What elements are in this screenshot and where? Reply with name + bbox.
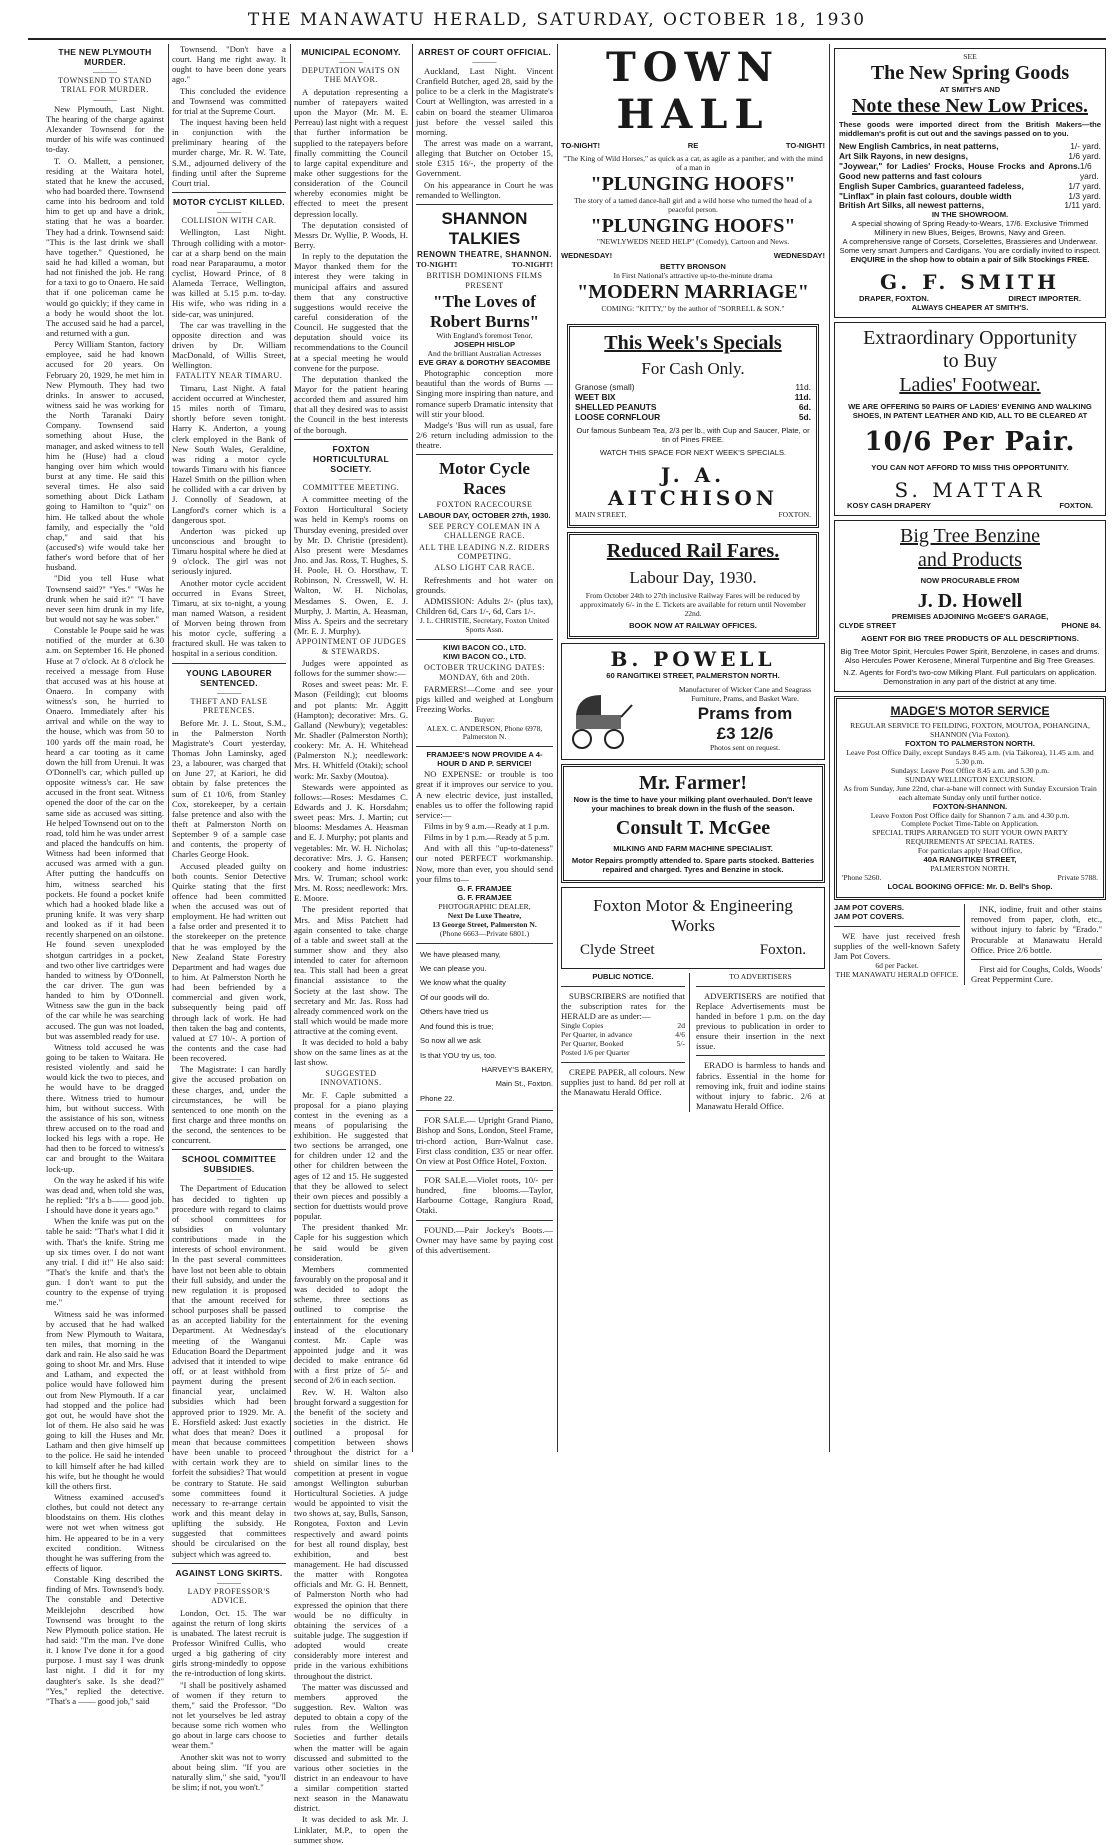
farmer-ad bbox=[561, 764, 825, 883]
madge-office: 40A RANGITIKEI STREET, bbox=[923, 855, 1017, 865]
howell-procurable: NOW PROCURABLE FROM bbox=[920, 575, 1020, 585]
specials-town: FOXTON. bbox=[778, 510, 811, 519]
framjee-text: Films in by 9 a.m.—Ready at 1 p.m. bbox=[424, 821, 550, 832]
smith-showroom: IN THE SHOWROOM. bbox=[931, 210, 1009, 220]
article-paragraph: Judges were appointed as follows for the summer show:— bbox=[294, 658, 408, 679]
smith-item: Art Silk Rayons, in new designs, bbox=[839, 150, 968, 161]
tonight-label: TO-NIGHT! bbox=[785, 141, 825, 151]
specials-item: Granose (small) bbox=[575, 382, 635, 393]
smith-at: AT SMITH'S AND bbox=[939, 84, 1001, 94]
smith-draper: DRAPER, FOXTON. bbox=[859, 293, 929, 303]
jam-title: JAM POT COVERS. bbox=[834, 912, 905, 922]
powell-name: B. POWELL bbox=[610, 647, 776, 672]
crepe-ad: CREPE PAPER, all colours. New supplies just to hand. 8d per roll at the Manawatu Herald Office. bbox=[561, 1066, 685, 1098]
framjee-dealer: PHOTOGRAPHIC DEALER, bbox=[438, 901, 531, 911]
farmer-repairs: Motor Repairs promptly attended to. Spare parts stocked. Batteries repaired and charged. Tyres and Benzine in stock. bbox=[571, 856, 815, 874]
film-with: With England's foremost Tenor, bbox=[436, 331, 533, 341]
smith-price: 1/7 yard. bbox=[1068, 180, 1101, 191]
rail-book: BOOK NOW AT RAILWAY OFFICES. bbox=[629, 621, 757, 631]
smith-showing: A special showing of Spring Ready-to-Wears, 17/6. Exclusive Trimmed Millinery in new Blues, Beiges, Browns, Navy and Green. bbox=[851, 219, 1089, 238]
jam-office: THE MANAWATU HERALD OFFICE. bbox=[835, 970, 959, 980]
article-paragraph: Anderton was picked up unconscious and brought to Timaru hospital where he died at 9 o'clock. The girl was not seriously injured. bbox=[172, 525, 286, 577]
article-paragraph: Townsend. "Don't have a court. Hang me right away. It ought to have been done years ago." bbox=[172, 44, 286, 85]
framjee-name: G. F. FRAMJEE bbox=[457, 883, 512, 893]
smith-price: 1/6 yard. bbox=[1079, 160, 1099, 181]
framjee-phone: (Phone 6663—Private 6801.) bbox=[439, 928, 530, 938]
article-paragraph: The president thanked Mr. Caple for his suggestion which he said would be given consideration. bbox=[294, 1222, 408, 1263]
smith-item: "Linflax" in plain fast colours, double width bbox=[839, 190, 1012, 201]
article-paragraph: The inquest having been held in conjunction with the preliminary hearing of the murder charge, Mr. R. W. Tate, S.M., adjourned delivery of the finding until after the Supreme Court trial. bbox=[172, 116, 286, 188]
howell-motor: Big Tree Motor Spirit, Hercules Power Spirit, Benzolene, in cases and drums. Also Hercules Power Kerosene, Mineral Turpentine and Big Tree Greases. bbox=[840, 647, 1100, 665]
masthead: THE MANAWATU HERALD, SATURDAY, OCTOBER 18, 1930 bbox=[247, 10, 867, 30]
wednesday-label: WEDNESDAY! bbox=[773, 251, 825, 261]
farmer-consult: Consult T. McGee bbox=[615, 817, 771, 840]
article-paragraph: London, Oct. 15. The war against the return of long skirts is unabated. The latest recruit is Professor Winifred Cullis, who urged a big gathering of city girls strong-mindedly to oppose the re-introduction of long skirts. bbox=[172, 1607, 286, 1679]
madge-city: PALMERSTON NORTH. bbox=[930, 864, 1010, 874]
article-paragraph: This concluded the evidence and Townsend was committed for trial at the Supreme Court. bbox=[172, 85, 286, 116]
madge-phone: Private 5788. bbox=[1057, 873, 1098, 883]
howell-nz: N.Z. Agents for Ford's two-cow Milking Plant. Full particulars on application. Demonstration in any part of the district at any time. bbox=[843, 667, 1097, 686]
powell-ad bbox=[561, 643, 825, 760]
races-riders: ALL THE LEADING N.Z. RIDERS COMPETING. bbox=[419, 542, 550, 562]
framjee-name: G. F. FRAMJEE bbox=[457, 892, 512, 902]
wednesday-label: WEDNESDAY! bbox=[561, 251, 613, 261]
smith-see: SEE bbox=[963, 52, 977, 61]
framjee-text: NO EXPENSE: or trouble is too great if it improves our service to you. A new electric device, just installed, enables us to offer the following rapid service:— bbox=[416, 769, 553, 820]
article-paragraph: The deputation thanked the Mayor for the patient hearing accorded them and assured him that all they desired was to assist the Council in the best interests of the borough. bbox=[294, 373, 408, 435]
madge-special: SPECIAL TRIPS ARRANGED TO SUIT YOUR OWN PARTY REQUIREMENTS AT SPECIAL RATES. bbox=[872, 828, 1068, 847]
column-rule bbox=[290, 44, 291, 1452]
specials-price: 6d. bbox=[798, 402, 811, 413]
jam-ad bbox=[834, 904, 965, 985]
specials-name: J. A. AITCHISON bbox=[607, 462, 779, 511]
framjee-addr: 13 George Street, Palmerston N. bbox=[432, 919, 537, 929]
article-paragraph: It was decided to ask Mr. J. Linklater, M.P., to open the summer show. bbox=[294, 1814, 408, 1845]
framjee-title: FRAMJEE'S NOW PROVIDE A 4-HOUR D AND P. SERVICE! bbox=[426, 750, 543, 769]
ink-colds: First aid for Coughs, Colds, Woods' Great Peppermint Cure. bbox=[971, 963, 1102, 984]
article-paragraph: Another skit was not to worry about being slim. "If you are naturally slim," she said, "you'll be slim; if not, you won't." bbox=[172, 1751, 286, 1792]
film-desc: The story of a tamed dance-hall girl and a wild horse who turned the head of a peaceful person. bbox=[574, 195, 812, 214]
article-paragraph: The car was travelling in the opposite direction and was driven by Dr. William MacDonald, of Willis Street, Wellington. bbox=[172, 319, 286, 371]
howell-name: J. D. Howell bbox=[917, 589, 1023, 612]
article-paragraph: The Department of Education has decided to tighten up procedure with regard to claims of school committees for subsidies on voluntary contributions made in the interests of school environment. In the past several committees have lost not been able to obtain their full subsidy, and under the new regulation it is proposed that the amount received for school purposes shall be passed as an accepted liability for the Department. At Wednesday's meeting of the Wanganui Education Board the Department advised that it intended to wipe off, or at least withhold from payment during the present financial year, unclaimed subsidies which had been approved prior to 1929. Mr. A. E. Horsfield asked: Just exactly what does that mean? Does it mean that because committees have been unable to proceed with certain work they are to forfeit the subsidies? That would be contrary to Statute. He said some committees found it necessary to re-arrange certain work and this meant delay in uplifting the subsidy. He suggested that committees should be circularised on the subject which was agreed to. bbox=[172, 1183, 286, 1559]
howell-ad bbox=[834, 520, 1106, 691]
advertisers-notice bbox=[696, 973, 825, 1113]
article-title: MUNICIPAL ECONOMY. bbox=[301, 47, 401, 57]
rate-label: Per Quarter, Booked bbox=[561, 1038, 624, 1048]
smith-ad bbox=[834, 48, 1106, 318]
article-paragraph: The deputation consisted of Messrs Dr. Wyllie, P. Woods, H. Berry. bbox=[294, 219, 408, 250]
film-and: And the brilliant Australian Actresses bbox=[427, 349, 542, 359]
madge-apply: For particulars apply Head Office, bbox=[917, 846, 1023, 856]
rate-label: Single Copies bbox=[561, 1021, 604, 1031]
works-title: Foxton Motor & Engineering Works bbox=[593, 895, 793, 935]
mattar-title: Ladies' Footwear. bbox=[899, 373, 1041, 396]
notice-intro: SUBSCRIBERS are notified that the subscription rates for the HERALD are as under:— bbox=[561, 990, 685, 1021]
madge-phone: 'Phone 5260. bbox=[842, 873, 882, 883]
races-venue: FOXTON RACECOURSE bbox=[436, 500, 533, 510]
article-paragraph: A committee meeting of the Foxton Horticultural Society was held in Kemp's rooms on Thursday evening, presided over by Mr. D. Christie (president). Also present were Mesdames Jno. and Jas. Ross, T. Hughes, S. H. Poole, H. O. Horsthaw, T. Robinson, N. Cresswell, W. H. Walton, W. H. Nicholas, Mesdames S. Owen, E. J. Murphy, J. Martin, A. Heasman, Miss A. Speirs and the secretary (Mr. E. J. Murphy). bbox=[294, 494, 408, 636]
article-subtitle: APPOINTMENT OF JUDGES & STEWARDS. bbox=[295, 637, 407, 656]
re-label: RE bbox=[687, 141, 699, 151]
mattar-town: FOXTON. bbox=[1059, 501, 1093, 511]
article-paragraph: Wellington, Last Night. Through colliding with a motor-car at a sharp bend on the main road near Paraparaumu, a motor cyclist, Howard Prince, of 8 Alameda Terrace, Wellington, was killed at 5.15 p.m. to-day. His wife, who was riding in a side-car, was uninjured. bbox=[172, 227, 286, 319]
ink-text: INK, iodine, fruit and other stains removed from paper, cloth, etc., without injury to fabric by "Erado." Procurable at Manawatu Herald Office. Price 2/6 bottle. bbox=[971, 904, 1102, 955]
talkies-venue: RENOWN THEATRE, SHANNON. bbox=[417, 249, 552, 259]
notice-title: PUBLIC NOTICE. bbox=[592, 971, 654, 981]
film-presenter: BRITISH DOMINIONS FILMS PRESENT bbox=[426, 271, 543, 290]
article-paragraph: Auckland, Last Night. Vincent Cranfield Butcher, aged 28, said by the police to be a clerk in the Magistrate's Court at Wellington, was arrested in a cabin on board the steamer Ulimaroa just before the vessel sailed this morning. bbox=[416, 66, 553, 137]
mattar-title: Extraordinary Opportunity bbox=[863, 326, 1077, 349]
smith-price: 1/3 yard. bbox=[1068, 190, 1101, 201]
rate-label: Per Quarter, in advance bbox=[561, 1030, 633, 1040]
article-paragraph: On the way he asked if his wife was dead and, when told she was, he replied: "It's a b—— good job. I should have done it years ago." bbox=[46, 1174, 164, 1216]
rail-ad bbox=[567, 532, 819, 639]
column-rule bbox=[412, 44, 413, 1452]
works-street: Clyde Street bbox=[580, 942, 655, 958]
madge-ad bbox=[834, 696, 1106, 900]
article-paragraph: Accused pleaded guilty on both counts. Senior Detective Quirke stating that the first offence had been committed when the accused was out of employment. He had written out a false order and presented it to the storekeeper on the pretence that he was employed by the New Zealand State Forestry Department and had wages due to him. At Palmerston North he had been befriended by a commercial and given work, subsequently being paid off through lack of work. He had then taken the bag and contents, valued at £7 10/-. A portion of the contents and the case had been recovered. bbox=[172, 860, 286, 1064]
farmer-intro: Now is the time to have your milking plant overhauled. Don't leave your machines to break down in the flush of the season. bbox=[573, 794, 813, 813]
howell-street: CLYDE STREET bbox=[839, 621, 897, 631]
howell-title: Big Tree Benzine bbox=[900, 525, 1040, 548]
smith-item: English Super Cambrics, guaranteed fadeless, bbox=[839, 180, 1024, 191]
erado-ad: ERADO is harmless to hands and fabrics. Essential in the home for removing ink, fruit and iodine stains without injury to fabric. 2/6 at Manawatu Herald Office. bbox=[696, 1060, 825, 1112]
rail-title: Reduced Rail Fares. bbox=[606, 539, 780, 562]
madge-route: FOXTON TO PALMERSTON NORTH. bbox=[905, 738, 1035, 748]
powell-photos: Photos sent on request. bbox=[709, 743, 781, 753]
film-title: "PLUNGING HOOFS" bbox=[590, 214, 796, 237]
smith-title: The New Spring Goods bbox=[870, 61, 1070, 84]
mattar-offer: WE ARE OFFERING 50 PAIRS OF LADIES' EVENING AND WALKING SHOES, IN PATENT LEATHER AND KID, ALL TO BE CLEARED AT bbox=[848, 402, 1092, 421]
races-admission: ADMISSION: Adults 2/- (plus tax), Children 6d, Cars 1/-, 6d, Cars 1/-. bbox=[416, 596, 553, 617]
article-paragraph: "I shall be positively ashamed of women if they return to them," said the Professor. "Do not let yourselves be led astray because some rich women who go about in large cars choose to wear them." bbox=[172, 1679, 286, 1751]
smith-price: 1/- yard. bbox=[1070, 141, 1101, 151]
film-coming: COMING: "KITTY," by the author of "SORRELL & SON." bbox=[601, 303, 785, 313]
classified-sale: FOR SALE.— Upright Grand Piano, Bishop and Sons, London, Steel Frame, tri-chord action, Burr-Walnut case. First class condition, £35 or near offer. On view at Post Office Hotel, Foxton. bbox=[416, 1115, 553, 1166]
article-subtitle: LADY PROFESSOR'S ADVICE. bbox=[187, 1586, 271, 1606]
film-star: JOSEPH HISLOP bbox=[453, 340, 516, 350]
bakery-ad: We have pleased many, We can please you. We know what the quality Of our goods will do. Others have tried us And found this is true; So now all we ask Is that YOU try us, too. HARVEY'S BAKERY, Main St., Foxton. Phone 22. bbox=[420, 949, 553, 1103]
powell-maker: Manufacturer of Wicker Cane and Seagrass Furniture, Prams, and Basket Ware. bbox=[678, 685, 812, 704]
article-paragraph: Members commented favourably on the proposal and it was decided to adopt the scheme, three sections as outlined to comprise the entertainment for the evening instead of the elocutionary contest. Mr. Caple was appointed judge and it was decided to make entrance 6d with a first prize of 5/- and second of 2/6 in each section. bbox=[294, 1263, 408, 1386]
article-paragraph: The president reported that Mrs. and Miss Patchett had again consented to take charge of a table and sweet stall at the summer show and they also intended to cater for afternoon tea. This stall had been a great financial assistance to the Society at the last show. The secretary and Mr. Jas. Ross had already commenced work on the stall which would be made more attractive at the coming event. bbox=[294, 904, 408, 1037]
howell-premises: PREMISES ADJOINING McGEE'S GARAGE, bbox=[891, 612, 1049, 622]
rate-price: 5/- bbox=[676, 1038, 685, 1048]
powell-addr: 60 RANGITIKEI STREET, PALMERSTON NORTH. bbox=[606, 671, 780, 680]
specials-street: MAIN STREET, bbox=[575, 510, 627, 519]
article-paragraph: It was decided to hold a baby show on the same lines as at the last show. bbox=[294, 1037, 408, 1068]
article-paragraph: On his appearance in Court he was remanded to Wellington. bbox=[416, 179, 553, 200]
framjee-addr: Next De Luxe Theatre, bbox=[447, 910, 522, 920]
article-paragraph: T. O. Mallett, a pensioner, residing at the Waitara hotel, stated that he knew the accused, who had boarded there. Townsend came into his bedroom and told him to get up and have a drink, stating that he was a boarder. They had a drink. Townsend said: "This is the last drink we shall have together." Questioned, he said he had killed a woman, but had not finished the job. He rang for a taxi to go to Onaero. He said that if one policeman came he would go quickly; if they came in a body he would shoot the lot. The accused said he had a parcel, and returned with a gun. bbox=[46, 155, 164, 338]
races-date: LABOUR DAY, OCTOBER 27th, 1930. bbox=[418, 510, 551, 520]
races-title: Motor Cycle Races bbox=[439, 459, 530, 499]
jam-title: JAM POT COVERS. bbox=[834, 903, 905, 913]
mattar-cosy: KOSY CASH DRAPERY bbox=[847, 501, 931, 511]
town-hall-title: TOWN HALL bbox=[605, 44, 781, 139]
rate-price: 4/6 bbox=[675, 1030, 685, 1040]
smith-note: Note these New Low Prices. bbox=[851, 94, 1089, 117]
kiwi-farmers: FARMERS!—Come and see your pigs killed and weighed at Longburn Freezing Works. bbox=[416, 684, 553, 715]
column-rule bbox=[829, 44, 830, 1452]
rate-posted: Posted 1/6 per Quarter bbox=[561, 1047, 630, 1057]
article-paragraph: In reply to the deputation the Mayor thanked them for the interest they were taking in municipal affairs and assured them that any constructive suggestions would receive the careful consideration of the Council. He suggested that the deputation should voice its recommendations to the Council at a special meeting he would convene for the purpose. bbox=[294, 251, 408, 373]
madge-title: MADGE'S MOTOR SERVICE bbox=[890, 703, 1050, 718]
rail-subtitle: Labour Day, 1930. bbox=[629, 567, 757, 587]
farmer-spec: MILKING AND FARM MACHINE SPECIALIST. bbox=[613, 844, 773, 854]
talkies-title: SHANNON TALKIES bbox=[441, 208, 528, 248]
kiwi-title: KIWI BACON CO., LTD. bbox=[443, 652, 526, 662]
howell-title: and Products bbox=[918, 549, 1022, 572]
article-paragraph: New Plymouth, Last Night. The hearing of the charge against Alexander Townsend for the murder of his wife was continued to-day. bbox=[46, 103, 164, 155]
framjee-text: Films in by 1 p.m.—Ready at 5 p.m. bbox=[424, 832, 550, 843]
article-title: YOUNG LABOURER SENTENCED. bbox=[186, 667, 272, 688]
tonight-label: TO-NIGHT! bbox=[511, 260, 553, 270]
article-paragraph: Constable King described the finding of Mrs. Townsend's body. The constable and Detective Meiklejohn described how Townsend was brought to the New Plymouth police station. He had said: "I'm the man. I've done it. I know I've done it for a good purpose. I must say I was drunk last night. I did it for my daughter's sake. Is she dead?" "Yes," replied the detective. "That's a —— good job," said bbox=[46, 1574, 164, 1706]
film-extras: "NEWLYWEDS NEED HELP" (Comedy), Cartoon and News. bbox=[596, 237, 790, 247]
races-refresh: Refreshments and hot water on grounds. bbox=[416, 574, 553, 596]
bus-notice: Madge's 'Bus will run as usual, fare 2/6 return including admission to the theatre. bbox=[416, 419, 553, 451]
classified-found: FOUND.—Pair Jockey's Boots.— Owner may have same by paying cost of this advertisement. bbox=[416, 1224, 553, 1255]
specials-price: 5d. bbox=[798, 412, 811, 423]
madge-leave: Leave Foxton Post Office daily for Shannon 7 a.m. and 4.30 p.m. bbox=[870, 810, 1070, 820]
article-paragraph: Roses and sweet peas: Mr. F. Mason (Feilding); cut blooms and pot plants: Mr. Aggitt (Hampton); decorative: Mrs. G. Galland (Newbury); vegetables: Mr. Shadler (Palmerston North); cookery: Mr. A. H. Whitehead (Palmerston N.); needlework: Mrs. H. Whitfeld (Otaki); school work: Mr. Saxby (Moutoa). bbox=[294, 679, 408, 781]
public-notice bbox=[561, 973, 690, 1113]
article-title: ARREST OF COURT OFFICIAL. bbox=[417, 47, 552, 57]
article-subtitle: THEFT AND FALSE PRETENCES. bbox=[190, 696, 268, 716]
article-paragraph: Witness told accused he was going to be taken to Waitara. He resisted violently and said he would kick the two to pieces, and he would have to be dragged there. Witness tried to humour him, but without success. With the assistance of his son, witness threw accused on to the road and locked his legs with a rope. He had then to be forced to witness's car and brought to the Waitara lock-up. bbox=[46, 1041, 164, 1174]
specials-offer: Our famous Sunbeam Tea, 2/3 per lb., with Cup and Saucer, Plate, or tin of Pines FREE. bbox=[576, 425, 810, 444]
film-costars: EVE GRAY & DOROTHY SEACOMBE bbox=[418, 358, 551, 368]
mattar-title: to Buy bbox=[943, 350, 997, 373]
ink-ad bbox=[971, 904, 1102, 985]
madge-timetable: Complete Pocket Time-Table on Application. bbox=[901, 819, 1039, 829]
races-secretary: J. L. CHRISTIE, Secretary, Foxton United Sports Assn. bbox=[419, 616, 550, 635]
article-title: FOXTON HORTICULTURAL SOCIETY. bbox=[313, 443, 389, 474]
framjee-text: And with all this "up-to-dateness" our noted PERFECT workmanship. Now, more than ever, you should send your films to— bbox=[416, 843, 553, 884]
film-title: "MODERN MARRIAGE" bbox=[577, 281, 809, 304]
specials-watch: WATCH THIS SPACE FOR NEXT WEEK'S SPECIALS. bbox=[599, 447, 787, 457]
specials-title: This Week's Specials bbox=[604, 331, 782, 354]
column-1: THE NEW PLYMOUTH MURDER. ——— TOWNSEND TO STAND TRIAL FOR MURDER. ——— New Plymouth, Last Night. The hearing of the charge against Alexander Townsend for the murder of his wife was continued to-day. T. O. Mallett, a pensioner, residing at the Waitara hotel, stated that he knew the accused, who had boarded there. Townsend came into his bedroom and told him to get up and have a drink, stating that he was a boarder. They had a drink. Townsend said: "This is the last drink we shall have together." Questioned, he said he had killed a woman, but had not finished the job. He rang for a taxi to go to Onaero. He said that if one policeman came he would go quickly; if they came in a body he would shoot the lot. The accused said he had a parcel, and returned with a gun. Percy William Stanton, factory employee, said he had known accused for 20 years. On February 20, 1929, he met him in New Plymouth. They had two drinks. In answer to accused, witness said he was working for the North Taranaki Dairy Company. Townsend said something about Huse, the manager, and asked witness to tell him he (Huse) had a cloud hanging over him which would burst at any time. He said this several times. He also said something about Dick Latham going to Hamilton to "quiz" on him. He talked about the whole family, and especially the "old chap," and said that his (accused's) wife would take her father's word before that of her husband. "Did you tell Huse what Townsend said?" "Yes." "Was he drunk when he said it?" "I have never seen him drunk in my life, but would not say he was sober." Constable le Poupe said he was notified of the murder at 6.30 a.m. on September 16. He phoned Huse at 7 o'clock. At 8 o'clock he received a message from Huse that accused was at his house at Onaero. In company with witness's son, he hurried to Onaero. Immediately after his arrival and while on the way to the house, which was from 50 to 100 yards off the main road, he heard a car tooting as it came down the hill from Urenui. It was O'Donnell's car, which pulled up opposite witness's car. He saw accused in the front seat. Witness opened the door of the car on the same side as accused was sitting. He helped Townsend out on to the road, told him he was under arrest and placed the handcuffs on him. Witness had been informed that accused was armed with a gun. After putting the handcuffs on him, witness searched his pockets. He found a pocket knife which had a hooked blade like a pruning knife. It was very sharp and looked as if it had been recently sharpened on an oilstone. He found seven unexploded shotgun cartridges in a pocket, and two other live cartridges were handed to witness by O'Donnell, the car driver. The gun was handed to him by O'Donnell. Witness saw the gun in the back of the car while he was searching accused. The gun was not loaded, but was assembled ready for use. Witness told accused he was going to be taken to Waitara. He resisted violently and said he would kick the two to pieces, and he would have to be dragged there. Witness tried to humour him, but without success. With the assistance of his son, witness threw accused on to the road and locked his legs with a rope. He had then to be forced to witness's car and brought to the Waitara lock-up. On the way he asked if his wife was dead and, when told she was, he replied: "It's a b—— good job. I should have done it years ago." When the knife was put on the table he said: "That's what I did it with. That's the knife. String me up six times over. I do not want any trial. I did it!" He also said: "That's the knife and that's the gun. I don't want to put the country to the expense of trying me." Witness said he was informed by accused that he had walked from New Plymouth to Waitara, ten miles, that morning in the dark and rain. He also said he was going to shoot Mr. and Mrs. Huse and Latham, and expected the police would have followed him out from New Plymouth. If a car had stopped and the police had got out, he would have shot the lot of them. He also said he was going to kill the Huses and Mr. Latham and then give himself up to the police. He said he intended to kill himself after he had killed his wife, but he thought he would kill the others first. Witness examined accused's clothes, but could not detect any bloodstains on them. His clothes were not wet when witness got him. He appeared to be in a very excited condition. Witness thought he was suffering from the effects of liquor. Constable King described the finding of Mrs. Townsend's body. The constable and Detective Meiklejohn described how Townsend was brought to the New Plymouth police station. He had said: "I'm the man. I've done it. I know I've done it for a good purpose. I must say I was drunk last night. I did it for my daughter's sake. Is she dead?" "Yes," replied the detective. "That's a —— good job," said bbox=[46, 47, 164, 1706]
smith-enquire: ENQUIRE in the shop how to obtain a pair of Silk Stockings FREE. bbox=[850, 255, 1090, 265]
article-paragraph: The arrest was made on a warrant, alleging that Butcher on October 15, stole £315 16/-, the property of the Government. bbox=[416, 138, 553, 179]
mattar-price: 10/6 Per Pair. bbox=[864, 427, 1076, 458]
article-paragraph: Rev. W. H. Walton also brought forward a suggestion for the benefit of the society and societies in the district. He outlined a proposal for competition between shows throughout the district for a shield on similar lines to the competition at present in vogue amongst Wellington suburban Horticultural Societies. A judge would be appointed to visit the two shows at, say, Bulls, Sanson, Rongotea, Foxton and Levin respectively and award points for best all round display, best exhibition, and best management. He had discussed the matter with Rongotea officials and Mr. G. H. Bennett, of Palmerston North who had expressed the opinion that there would be no difficulty in obtaining the services of a suitable judge. The suggestion if adopted would create considerably more interest and pride in the various exhibitions throughout the district. bbox=[294, 1386, 408, 1681]
article-paragraph: Before Mr. J. L. Stout, S.M., in the Palmerston North Magistrate's Court yesterday, Thomas John Laminsky, aged 23, a labourer, was charged that on June 27, at Kariori, he did obtain by false pretences the sum of £1 10/6, from Stanley Cox, storekeeper, by a certain false pretence and also with the theft at Palmerston North on September 9 of a sample case and contents, the property of Charles George Hook. bbox=[172, 717, 286, 860]
specials-item: SHELLED PEANUTS bbox=[575, 402, 657, 413]
kiwi-dates: OCTOBER TRUCKING DATES: MONDAY, 6th and 20th. bbox=[424, 663, 545, 682]
article-paragraph: "Did you tell Huse what Townsend said?" "Yes." "Was he drunk when he said it?" "I have never seen him drunk in my life, but would not say he was sober." bbox=[46, 573, 164, 624]
madge-sundays: Sundays: Leave Post Office 8.45 a.m. and 5.30 p.m. bbox=[890, 765, 1050, 775]
film-desc: "The King of Wild Horses," as quick as a cat, as agile as a panther, and with the mind of a man in bbox=[563, 154, 823, 173]
specials-subtitle: For Cash Only. bbox=[641, 359, 745, 379]
article-paragraph: Witness said he was informed by accused that he had walked from New Plymouth to Waitara, ten miles, that morning in the dark and rain. He also said he was going to shoot Mr. and Mrs. Huse and Latham, and expected the police would have followed him out from New Plymouth. If a car had stopped and the police had got out, he would have shot the lot of them. He also said he was going to kill the Huses and Mr. Latham and then give himself up to the police. He said he intended to kill himself after he had killed his wife, but he thought he would kill the others first. bbox=[46, 1308, 164, 1491]
smith-intro: These goods were imported direct from the British Makers—the middleman's profit is cut out and the savings passed on to you. bbox=[839, 120, 1101, 139]
specials-ad bbox=[567, 324, 819, 528]
smith-item: New English Cambrics, in neat patterns, bbox=[839, 141, 999, 151]
madge-excursion: SUNDAY WELLINGTON EXCURSION. bbox=[905, 774, 1035, 784]
madge-local: LOCAL BOOKING OFFICE: Mr. D. Bell's Shop. bbox=[887, 882, 1053, 892]
powell-prams: Prams from bbox=[697, 704, 793, 724]
column-rule bbox=[557, 44, 558, 1452]
smith-cheaper: ALWAYS CHEAPER AT SMITH'S. bbox=[911, 302, 1029, 312]
article-subtitle: FATALITY NEAR TIMARU. bbox=[175, 371, 283, 381]
article-subtitle: COMMITTEE MEETING. bbox=[302, 482, 400, 492]
kiwi-buyer-label: Buyer: bbox=[474, 714, 495, 724]
article-paragraph: Mr. F. Caple submitted a proposal for a piano playing contest in the evening as a means of popularising the exhibition. He suggested that two sections be arranged, one for children under 12 and the other for children between the ages of 12 and 15. He suggested that they be allowed to select their own pieces and possibly a section for duettists would prove popular. bbox=[294, 1089, 408, 1222]
pram-illustration bbox=[566, 685, 636, 755]
specials-price: 11d. bbox=[795, 382, 811, 393]
article-paragraph: Another motor cycle accident occurred in Evans Street, Timaru, at six to-night, a young man named Watson, a resident of Morven being thrown from his motor cycle, suffering a fractured skull. He was taken to hospital in a serious condition. bbox=[172, 577, 286, 659]
article-title: MOTOR CYCLIST KILLED. bbox=[173, 196, 285, 207]
specials-item: LOOSE CORNFLOUR bbox=[575, 412, 661, 423]
article-subtitle: SUGGESTED INNOVATIONS. bbox=[320, 1068, 382, 1088]
specials-item: WEET BIX bbox=[575, 392, 616, 403]
column-5 bbox=[561, 44, 825, 1452]
farmer-title: Mr. Farmer! bbox=[638, 771, 748, 794]
rail-desc: From October 24th to 27th inclusive Railway Fares will be reduced by approximately 6/- in the £. Tickets are available for return until November 22nd. bbox=[580, 590, 806, 618]
jam-price: 6d per Packet. bbox=[875, 961, 919, 971]
article-paragraph: A deputation representing a number of ratepayers waited upon the Mayor (Mr. M. E. Perreau) last night with a request that further information be supplied to the ratepayers before finally committing the Council to large capital expenditure and make other suggestions for the consideration of the Council whereby economies might be effected to meet the present depression locally. bbox=[294, 86, 408, 219]
article-paragraph: When the knife was put on the table he said: "That's what I did it with. That's the knife. String me up six times over. I do not want any trial. I did it!" He also said: "That's the knife and that's the gun. I don't want to put the country to the expense of trying me." bbox=[46, 1216, 164, 1308]
article-paragraph: Timaru, Last Night. A fatal accident occurred at Winchester, 15 miles north of Timaru, shortly before seven tonight. Harry K. Anderton, a young clerk employed in the Bank of New South Wales, Geraldine, was riding a motor cycle towards Timaru with his fiancee Hazel Smith on the pillion when he collided with a car driven by J. Connolly of Seadown, at Langford's corner which is a dangerous spot. bbox=[172, 382, 286, 525]
column-6 bbox=[834, 44, 1106, 1452]
tonight-label: TO-NIGHT! bbox=[416, 260, 458, 270]
article-paragraph: Percy William Stanton, factory employee, said he had known accused for 20 years. On February 20, 1929, he met him in New Plymouth. They had two drinks. In answer to accused, witness said he was working for the North Taranaki Dairy Company. Townsend said something about Huse, the manager, and asked witness to tell him he (Huse) had a cloud hanging over him which would burst at any time. He said this several times. He also said something about Dick Latham going to Hamilton to "quiz" on him. He talked about the whole family, and especially the "old chap," and said that his (accused's) wife would take her father's word before that of her husband. bbox=[46, 339, 164, 573]
kiwi-buyer: ALEX. C. ANDERSON, Phone 6978, Palmerston N. bbox=[426, 723, 543, 742]
article-paragraph: Stewards were appointed as follows:—Roses: Mesdames C. Edwards and J. K. Horsdahm; sweet peas: Mrs. J. Martin; cut blooms: Mesdames A. Heasman and E. J. Murphy; pot plants and vegetables: Mr. W. H. Nicholas; decorative: Mrs. J. G. Hansen; cookery and home industries: Mrs. W. Truman; school work: Mrs. M. Ross; needlework: Mrs. E. Moore. bbox=[294, 781, 408, 904]
powell-price: £3 12/6 bbox=[716, 724, 774, 744]
rate-price: 2d bbox=[677, 1021, 685, 1031]
smith-name: G. F. SMITH bbox=[879, 270, 1061, 295]
smith-item: "Joywear," for Ladies' Frocks, House Frocks and Aprons. Good new patterns and fast colours bbox=[839, 160, 1080, 181]
jam-text: WE have just received fresh supplies of the well-known Safety Jam Pot Covers. bbox=[834, 931, 960, 962]
article-paragraph: The Magistrate: I can hardly give the accused probation on these charges, and, under the circumstances, he will be sentenced to one month on the first charge and three months on the second, the sentences to be concurrent. bbox=[172, 1064, 286, 1146]
works-town: Foxton. bbox=[759, 942, 806, 958]
mattar-name: S. MATTAR bbox=[894, 477, 1046, 502]
article-title: AGAINST LONG SKIRTS. bbox=[175, 1567, 283, 1578]
races-light: ALSO LIGHT CAR RACE. bbox=[434, 563, 535, 573]
masthead-rule bbox=[28, 38, 1106, 40]
smith-jumpers: Some very smart Jumpers and Cardigans. You are cordially invited to inspect. bbox=[839, 246, 1101, 256]
specials-price: 11d. bbox=[794, 392, 811, 403]
film-title: "PLUNGING HOOFS" bbox=[590, 173, 796, 196]
smith-importer: DIRECT IMPORTER. bbox=[1008, 293, 1081, 303]
tonight-label: TO-NIGHT! bbox=[561, 141, 601, 151]
advertisers-text: ADVERTISERS are notified that Replace Advertisements must be handed in before 1 p.m. on the day previous to publication in order to ensure their insertion in the next issue. bbox=[696, 990, 825, 1052]
howell-phone: PHONE 84. bbox=[1061, 621, 1101, 631]
article-paragraph: The matter was discussed and members approved the suggestion. Rev. Walton was deputed to obtain a copy of the rules from the Wellington Societies and further details when the matter will be again discussed and submitted to the various other societies in the district in an endeavour to have a similar competition started next season in the Manawatu district. bbox=[294, 1681, 408, 1814]
article-subtitle: COLLISION WITH CAR. bbox=[181, 215, 277, 225]
column-4: ARREST OF COURT OFFICIAL. ——— Auckland, Last Night. Vincent Cranfield Butcher, aged 28, said by the police to be a clerk in the Magistrate's Court at Wellington, was arrested in a cabin on board the steamer Ulimaroa just before the vessel sailed this morning. The arrest was made on a warrant, alleging that Butcher on October 15, stole £315 16/-, the property of the Government. On his appearance in Court he was remanded to Wellington. SHANNON TALKIES RENOWN THEATRE, SHANNON. TO-NIGHT! TO-NIGHT! BRITISH DOMINIONS FILMS PRESENT "The Loves of Robert Burns" With England's foremost Tenor, JOSEPH HISLOP And the brilliant Australian Actresses EVE GRAY & DOROTHY SEACOMBE Photographic conception more beautiful than the words of Burns —Singing more inspiring than nature, and romance superb Dramatic intensity that will stir your blood. Madge's 'Bus will run as usual, fare 2/6 return including admission to the theatre. Motor Cycle Races FOXTON RACECOURSE LABOUR DAY, OCTOBER 27th, 1930. SEE PERCY COLEMAN IN A CHALLENGE RACE. ALL THE LEADING N.Z. RIDERS COMPETING. ALSO LIGHT CAR RACE. Refreshments and hot water on grounds. ADMISSION: Adults 2/- (plus tax), Children 6d, Cars 1/-, 6d, Cars 1/-. J. L. CHRISTIE, Secretary, Foxton United Sports Assn. KIWI BACON CO., LTD. KIWI BACON CO., LTD. OCTOBER TRUCKING DATES: MONDAY, 6th and 20th. FARMERS!—Come and see your pigs killed and weighed at Longburn Freezing Works. Buyer: ALEX. C. ANDERSON, Phone 6978, Palmerston N. FRAMJEE'S NOW PROVIDE A 4-HOUR D AND P. SERVICE! NO EXPENSE: or trouble is too great if it improves our service to you. A new electric device, just installed, enables us to offer the following rapid service:— Films in by 9 a.m.—Ready at 1 p.m. Films in by 1 p.m.—Ready at 5 p.m. And with all this "up-to-dateness" our noted PERFECT workmanship. Now, more than ever, you should send your films to— G. F. FRAMJEE G. F. FRAMJEE PHOTOGRAPHIC DEALER, Next De Luxe Theatre, 13 George Street, Palmerston N. (Phone 6663—Private 6801.) We have pleased many, We can please you. We know what the quality Of our goods will do. Others have tried us And found this is true; So now all we ask Is that YOU try us, too. HARVEY'S BAKERY, Main St., Foxton. Phone 22. FOR SALE.— Upright Grand Piano, Bishop and Sons, London, Steel Frame, tri-chord action, Burr-Walnut case. First class condition, £35 or near offer. On view at Post Office Hotel, Foxton. FOR SALE.—Violet roots, 10/- per hundred, fine blooms.—Taylor, Harbourne Cottage, Rangiura Road, Otaki. FOUND.—Pair Jockey's Boots.— Owner may have same by paying cost of this advertisement. bbox=[416, 47, 553, 1255]
madge-route: FOXTON-SHANNON. bbox=[932, 801, 1008, 811]
article-title: THE NEW PLYMOUTH MURDER. bbox=[58, 47, 152, 68]
column-rule bbox=[168, 44, 169, 1452]
classified-sale: FOR SALE.—Violet roots, 10/- per hundred, fine blooms.—Taylor, Harbourne Cottage, Rangiura Road, Otaki. bbox=[416, 1174, 553, 1216]
advertisers-title: TO ADVERTISERS bbox=[729, 971, 792, 981]
mattar-miss: YOU CAN NOT AFFORD TO MISS THIS OPPORTUNITY. bbox=[871, 462, 1069, 472]
howell-agent: AGENT FOR BIG TREE PRODUCTS OF ALL DESCRIPTIONS. bbox=[861, 634, 1079, 644]
film-title: "The Loves of Robert Burns" bbox=[429, 292, 540, 332]
film-desc: Photographic conception more beautiful than the words of Burns —Singing more inspiring than nature, and romance superb Dramatic intensity that will stir your blood. bbox=[416, 368, 553, 419]
smith-price: 1/11 yard. bbox=[1064, 200, 1101, 211]
column-2: Townsend. "Don't have a court. Hang me right away. It ought to have been done years ago." This concluded the evidence and Townsend was committed for trial at the Supreme Court. The inquest having been held in conjunction with the preliminary hearing of the murder charge, Mr. R. W. Tate, S.M., adjourned delivery of the finding until after the Supreme Court trial. MOTOR CYCLIST KILLED. ——— COLLISION WITH CAR. Wellington, Last Night. Through colliding with a motor-car at a sharp bend on the main road near Paraparaumu, a motor cyclist, Howard Prince, of 8 Alameda Terrace, Wellington, was killed at 5.15 p.m. to-day. His wife, who was riding in a side-car, was uninjured. The car was travelling in the opposite direction and was driven by Dr. William MacDonald, of Willis Street, Wellington. FATALITY NEAR TIMARU. Timaru, Last Night. A fatal accident occurred at Winchester, 15 miles north of Timaru, shortly before seven tonight. Harry K. Anderton, a young clerk employed in the Bank of New South Wales, Geraldine, was riding a motor cycle towards Timaru with his fiancee Hazel Smith on the pillion when he collided with a car driven by J. Connolly of Seadown, at Langford's corner which is a dangerous spot. Anderton was picked up unconscious and brought to Timaru hospital where he died at 9 o'clock. The girl was not seriously injured. Another motor cycle accident occurred in Evans Street, Timaru, at six to-night, a young man named Watson, a resident of Morven being thrown from his motor cycle, suffering a fractured skull. He was taken to hospital in a serious condition. YOUNG LABOURER SENTENCED. ——— THEFT AND FALSE PRETENCES. Before Mr. J. L. Stout, S.M., in the Palmerston North Magistrate's Court yesterday, Thomas John Laminsky, aged 23, a labourer, was charged that on June 27, at Kariori, he did obtain by false pretences the sum of £1 10/6, from Stanley Cox, storekeeper, by a certain false pretence and also with the theft at Palmerston North on September 9 of a sample case and contents, the property of Charles George Hook. Accused pleaded guilty on both counts. Senior Detective Quirke stating that the first offence had been committed when the accused was out of employment. He had written out a false order and presented it to the storekeeper on the pretence that he was employed by the New Zealand State Forestry Department and had wages due to him. At Palmerston North he had been befriended by a commercial and given work, subsequently being paid off through lack of work. He had then taken the bag and contents, valued at £7 10/-. A portion of the contents and the case had been recovered. The Magistrate: I can hardly give the accused probation on these charges, and, under the circumstances, he will be sentenced to one month on the first charge and three months on the second, the sentences to be concurrent. SCHOOL COMMITTEE SUBSIDIES. ——— The Department of Education has decided to tighten up procedure with regard to claims of school committees for subsidies on voluntary contributions made in the interests of school environment. In the past several committees have lost not been able to obtain their full subsidy, and under the new regulation it is proposed that the amount received for school purposes shall be passed as an accepted liability for the Department. At Wednesday's meeting of the Wanganui Education Board the Department advised that it intended to wipe off, or at least withhold from payment during the present financial year, unclaimed subsidies which had been approved prior to 1929. Mr. A. E. Horsfield asked: Just exactly what does that mean? Does it mean that because committees have been unable to proceed with certain work they are to forfeit the subsidies? That would be contrary to Statute. He said some committees found it necessary to re-arrange certain work and this meant delay in uplifting the subsidy. He suggested that committees should be circularised on the subject which was agreed to. AGAINST LONG SKIRTS. ——— LADY PROFESSOR'S ADVICE. London, Oct. 15. The war against the return of long skirts is unabated. The latest recruit is Professor Winifred Cullis, who urged a big gathering of city girls strong-mindedly to oppose the re-introduction of long skirts. "I shall be positively ashamed of women if they return to them," said the Professor. "Do not let yourselves be led astray because some rich women who go about in large cars choose to wear them." Another skit was not to worry about being slim. "If you are naturally slim," she said, "you'll be slim; if not, you won't." bbox=[172, 44, 286, 1792]
article-subtitle: DEPUTATION WAITS ON THE MAYOR. bbox=[301, 66, 401, 85]
races-challenge: SEE PERCY COLEMAN IN A CHALLENGE RACE. bbox=[428, 521, 541, 541]
smith-corsets: A comprehensive range of Corsets, Corselettes, Brassieres and Underwear. bbox=[842, 237, 1098, 247]
article-paragraph: Witness examined accused's clothes, but could not detect any bloodstains on them. His clothes were not wet when witness got him. He appeared to be in a very excited condition. Witness thought he was suffering from the effects of liquor. bbox=[46, 1492, 164, 1574]
column-3: MUNICIPAL ECONOMY. ——— DEPUTATION WAITS ON THE MAYOR. A deputation representing a number of ratepayers waited upon the Mayor (Mr. M. E. Perreau) last night with a request that further information be supplied to the ratepayers before finally committing the Council to large capital expenditure and make other suggestions for the consideration of the Council whereby economies might be effected to meet the present depression locally. The deputation consisted of Messrs Dr. Wyllie, P. Woods, H. Berry. In reply to the deputation the Mayor thanked them for the interest they were taking in municipal affairs and assured them that any constructive suggestions would receive the careful consideration of the Council. He suggested that the deputation should voice its recommendations to the Council at a special meeting he would convene for the purpose. The deputation thanked the Mayor for the patient hearing accorded them and assured him that all they desired was to assist the Council in the best interests of the borough. FOXTON HORTICULTURAL SOCIETY. ——— COMMITTEE MEETING. A committee meeting of the Foxton Horticultural Society was held in Kemp's rooms on Thursday evening, presided over by Mr. D. Christie (president). Also present were Mesdames Jno. and Jas. Ross, T. Hughes, S. H. Poole, H. O. Horsthaw, T. Robinson, N. Cresswell, W. H. Walton, W. H. Nicholas, Mesdames S. Owen, E. J. Murphy, J. Martin, A. Heasman, Miss A. Speirs and the secretary (Mr. E. J. Murphy). APPOINTMENT OF JUDGES & STEWARDS. Judges were appointed as follows for the summer show:— Roses and sweet peas: Mr. F. Mason (Feilding); cut blooms and pot plants: Mr. Aggitt (Hampton); decorative: Mrs. G. Galland (Newbury); vegetables: Mr. Shadler (Palmerston North); cookery: Mr. A. H. Whitehead (Palmerston N.); needlework: Mrs. H. Whitfeld (Otaki); school work: Mr. Saxby (Moutoa). Stewards were appointed as follows:—Roses: Mesdames C. Edwards and J. K. Horsdahm; sweet peas: Mrs. J. Martin; cut blooms: Mesdames A. Heasman and E. J. Murphy; pot plants and vegetables: Mr. W. H. Nicholas; decorative: Mrs. J. G. Hansen; cookery and home industries: Mrs. W. Truman; school work: Mrs. M. Ross; needlework: Mrs. E. Moore. The president reported that Mrs. and Miss Patchett had again consented to take charge of a table and sweet stall at the summer show and they also intended to cater for afternoon tea. This stall had been a great financial assistance to the Society at the last show. The secretary and Mr. Jas. Ross had already commenced work on the stall which would be made more attractive at the coming event. It was decided to hold a baby show on the same lines as at the last show. SUGGESTED INNOVATIONS. Mr. F. Caple submitted a proposal for a piano playing contest in the evening as a means of popularising the exhibition. He suggested that two sections be arranged, one for children under 12 and the other for children between the ages of 12 and 15. He suggested that they be allowed to select their own pieces and possibly a section for duettists would prove popular. The president thanked Mr. Caple for his suggestion which he said would be given consideration. Members commented favourably on the proposal and it was decided to adopt the scheme, three sections as outlined to comprise the entertainment for the evening instead of the elocutionary contest. Mr. Caple was appointed judge and it was decided to make entrance 6d with a first prize of 5/- and second of 2/6 in each section. Rev. W. H. Walton also brought forward a suggestion for the benefit of the society and societies in the district. He outlined a proposal for competition between shows throughout the district for a shield on similar lines to the competition at present in vogue amongst Wellington suburban Horticultural Societies. A judge would be appointed to visit the two shows at, say, Bulls, Sanson, Rongotea, Foxton and Levin respectively and award points for best all round display, best exhibition, and best management. He had discussed the matter with Rongotea officials and Mr. G. H. Bennett, of Palmerston North who had expressed the opinion that there would be no difficulty in obtaining the services of a suitable judge. The suggestion if adopted would create considerably more interest and pride in the various exhibitions throughout the district. The matter was discussed and members approved the suggestion. Rev. Walton was deputed to obtain a copy of the rules from the Wellington Societies and further details when the matter will be again discussed and submitted to the various other societies in the district in an endeavour to have a similar competition started next season in the Manawatu district. It was decided to ask Mr. J. Linklater, M.P., to open the summer show. bbox=[294, 47, 408, 1845]
kiwi-title: KIWI BACON CO., LTD. bbox=[443, 643, 526, 653]
madge-leave: Leave Post Office Daily, except Sundays 8.45 a.m. (via Taikorea), 11.45 a.m. and 5.30 p.m. bbox=[846, 747, 1094, 766]
smith-price: 1/6 yard. bbox=[1068, 150, 1101, 161]
article-subtitle: TOWNSEND TO STAND TRIAL FOR MURDER. bbox=[58, 76, 152, 95]
article-paragraph: Constable le Poupe said he was notified of the murder at 6.30 a.m. on September 16. He phoned Huse at 7 o'clock. At 8 o'clock he received a message from Huse that accused was at his house at Onaero. In company with witness's son, he hurried to Onaero. Immediately after his arrival and while on the way to the house, which was from 50 to 100 yards off the main road, he heard a car tooting as it came down the hill from Urenui. It was O'Donnell's car, which pulled up opposite witness's car. He saw accused in the front seat. Witness opened the door of the car on the same side as accused was sitting. He helped Townsend out on to the road, told him he was under arrest and placed the handcuffs on him. Witness had been informed that accused was armed with a gun. After putting the handcuffs on him, witness searched his pockets. He found a pocket knife which had a hooked blade like a pruning knife. It was very sharp and looked as if it had been recently sharpened on an oilstone. He found seven unexploded shotgun cartridges in a pocket, and two other live cartridges were handed to witness by O'Donnell, the car driver. The gun was handed to him by O'Donnell. Witness saw the gun in the back of the car while he was searching accused. The gun was not loaded, but was assembled ready for use. bbox=[46, 625, 164, 1041]
works-ad bbox=[561, 887, 825, 969]
article-title: SCHOOL COMMITTEE SUBSIDIES. bbox=[181, 1154, 277, 1175]
smith-item: British Art Silks, all newest patterns, bbox=[839, 200, 984, 211]
mattar-ad bbox=[834, 322, 1106, 517]
film-star: BETTY BRONSON bbox=[660, 262, 726, 272]
madge-as-from: As from Sunday, June 22nd, char-a-bane will connect with Sunday Excursion Train each alternate Sunday only until further notice. bbox=[843, 783, 1097, 802]
madge-regular: REGULAR SERVICE TO FEILDING, FOXTON, MOUTOA, POHANGINA, SHANNON (Via Foxton). bbox=[850, 720, 1090, 739]
film-desc: In First National's attractive up-to-the-minute drama bbox=[613, 271, 773, 281]
